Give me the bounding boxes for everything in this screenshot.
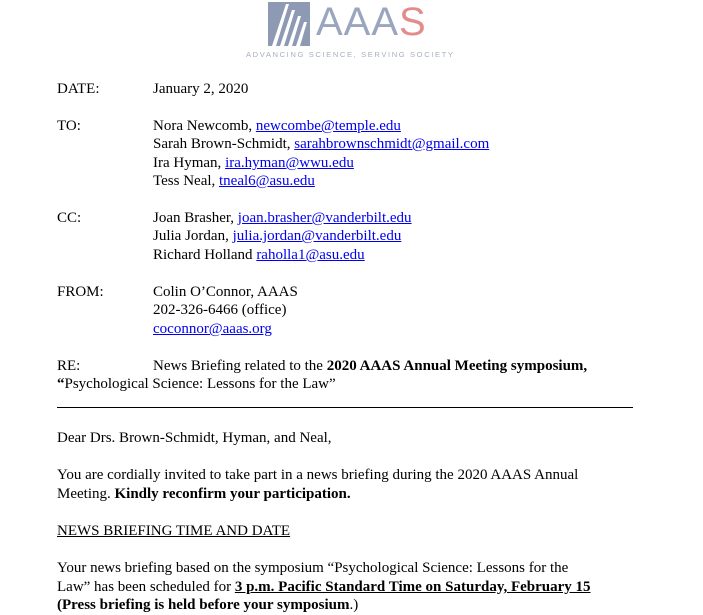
header-divider <box>57 407 633 408</box>
email-link[interactable]: raholla1@asu.edu <box>256 247 365 263</box>
cc-recipient: Joan Brasher, joan.brasher@vanderbilt.edu <box>153 210 412 226</box>
email-link[interactable]: julia.jordan@vanderbilt.edu <box>232 228 402 244</box>
email-link[interactable]: newcombe@temple.edu <box>255 118 401 134</box>
email-link[interactable]: coconnor@aaas.org <box>153 321 272 337</box>
invite-paragraph-line2: Meeting. Kindly reconfirm your participation. <box>57 486 351 502</box>
email-link[interactable]: sarahbrownschmidt@gmail.com <box>294 136 490 152</box>
to-recipient: Ira Hyman, ira.hyman@wwu.edu <box>153 155 354 171</box>
from-name: Colin O’Connor, AAAS <box>153 284 298 300</box>
email-link[interactable]: ira.hyman@wwu.edu <box>225 155 354 171</box>
re-subject-line2: “Psychological Science: Lessons for the Law” <box>57 376 336 392</box>
aaas-wordmark: AAAS <box>316 0 427 44</box>
to-recipient: Tess Neal, tneal6@asu.edu <box>153 173 315 189</box>
logo-tagline: ADVANCING SCIENCE, SERVING SOCIETY <box>246 50 455 59</box>
re-subject-line1: News Briefing related to the 2020 AAAS Annual Meeting symposium, <box>153 358 588 374</box>
greeting: Dear Drs. Brown-Schmidt, Hyman, and Neal, <box>57 430 332 446</box>
from-label: FROM: <box>57 284 104 300</box>
from-email <box>153 320 272 338</box>
aaas-logo <box>246 0 455 60</box>
aaas-logo-mark-icon <box>268 2 310 46</box>
invite-paragraph-line1: You are cordially invited to take part in a news briefing during the 2020 AAAS Annual <box>57 467 579 483</box>
cc-label: CC: <box>57 210 82 226</box>
cc-recipient: Richard Holland raholla1@asu.edu <box>153 247 365 263</box>
schedule-paragraph-line3: (Press briefing is held before your symposium.) <box>57 597 359 613</box>
schedule-paragraph-line2: Law” has been scheduled for 3 p.m. Pacific Standard Time on Saturday, February 15 <box>57 579 591 595</box>
from-phone: 202-326-6466 (office) <box>153 302 287 318</box>
to-recipient: Sarah Brown-Schmidt, sarahbrownschmidt@gmail.com <box>153 136 490 152</box>
to-label: TO: <box>57 118 81 134</box>
cc-recipient: Julia Jordan, julia.jordan@vanderbilt.edu <box>153 228 402 244</box>
schedule-paragraph-line1: Your news briefing based on the symposium “Psychological Science: Lessons for the <box>57 560 569 576</box>
email-link[interactable]: joan.brasher@vanderbilt.edu <box>237 210 412 226</box>
email-link[interactable]: tneal6@asu.edu <box>219 173 315 189</box>
date-label: DATE: <box>57 81 100 97</box>
to-recipient: Nora Newcomb, newcombe@temple.edu <box>153 118 401 134</box>
re-label: RE: <box>57 358 81 374</box>
section-heading: NEWS BRIEFING TIME AND DATE <box>57 523 291 539</box>
date-value: January 2, 2020 <box>153 81 249 97</box>
